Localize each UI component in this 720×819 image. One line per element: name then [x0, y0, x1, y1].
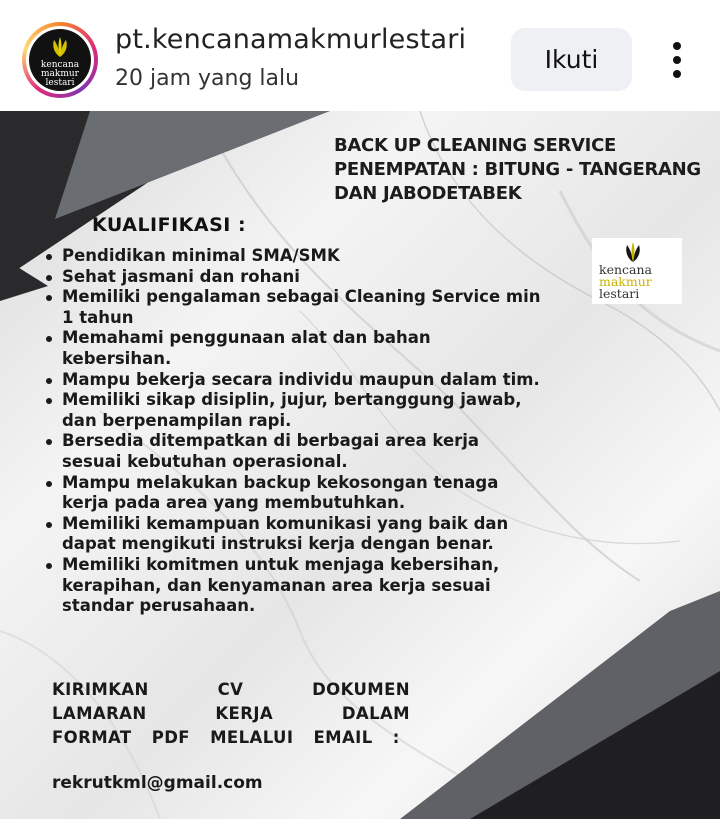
avatar-logo-line1: kencana: [40, 60, 80, 70]
contact-email: rekrutkml@gmail.com: [52, 773, 263, 793]
headline-line: DAN JABODETABEK: [334, 183, 522, 204]
username-link[interactable]: pt.kencanamakmurlestari: [115, 24, 467, 55]
qualification-item: Memahami penggunaan alat dan bahan kebersihan.: [44, 328, 544, 369]
logo-line3: lestari: [599, 286, 640, 301]
qualification-item: Memiliki komitmen untuk menjaga kebersihan, kerapihan, dan kenyamanan area kerja sesuai standar perusahaan.: [44, 555, 544, 617]
company-logo: [592, 238, 682, 304]
headline-line: BACK UP CLEANING SERVICE: [334, 135, 616, 156]
headline-line: PENEMPATAN : BITUNG - TANGERANG: [334, 159, 701, 180]
job-headline: [334, 134, 714, 206]
qualification-item: Pendidikan minimal SMA/SMK: [44, 246, 544, 267]
logo-line2: makmur: [599, 274, 652, 289]
qualification-item: Memiliki kemampuan komunikasi yang baik dan dapat mengikuti instruksi kerja dengan benar.: [44, 514, 544, 555]
qualification-item: Bersedia ditempatkan di berbagai area kerja sesuai kebutuhan operasional.: [44, 431, 544, 472]
profile-avatar[interactable]: [22, 22, 98, 98]
post-timestamp: 20 jam yang lalu: [115, 66, 300, 91]
leaf-logo-icon: [622, 242, 644, 264]
post-header: [0, 0, 720, 111]
qualification-item: Mampu melakukan backup kekosongan tenaga kerja pada area yang membutuhkan.: [44, 473, 544, 514]
follow-button[interactable]: Ikuti: [511, 28, 632, 91]
avatar-logo-line3: lestari: [45, 78, 75, 88]
qualifications-title: KUALIFIKASI :: [92, 214, 247, 236]
qualification-item: Mampu bekerja secara individu maupun dalam tim.: [44, 370, 544, 391]
leaf-logo-icon: [51, 37, 69, 59]
qualification-item: Sehat jasmani dan rohani: [44, 267, 544, 288]
avatar-logo-line2: makmur: [41, 69, 79, 79]
send-instruction: KIRIMKAN CV DOKUMEN LAMARAN KERJA DALAM FORMAT PDF MELALUI EMAIL :: [52, 680, 410, 747]
qualification-item: Memiliki pengalaman sebagai Cleaning Service min 1 tahun: [44, 287, 544, 328]
qualification-item: Memiliki sikap disiplin, jujur, bertanggung jawab, dan berpenampilan rapi.: [44, 390, 544, 431]
qualifications-list: [44, 246, 544, 617]
post-image: [0, 111, 720, 819]
more-options-icon[interactable]: [660, 38, 694, 82]
logo-line1: kencana: [599, 262, 652, 277]
